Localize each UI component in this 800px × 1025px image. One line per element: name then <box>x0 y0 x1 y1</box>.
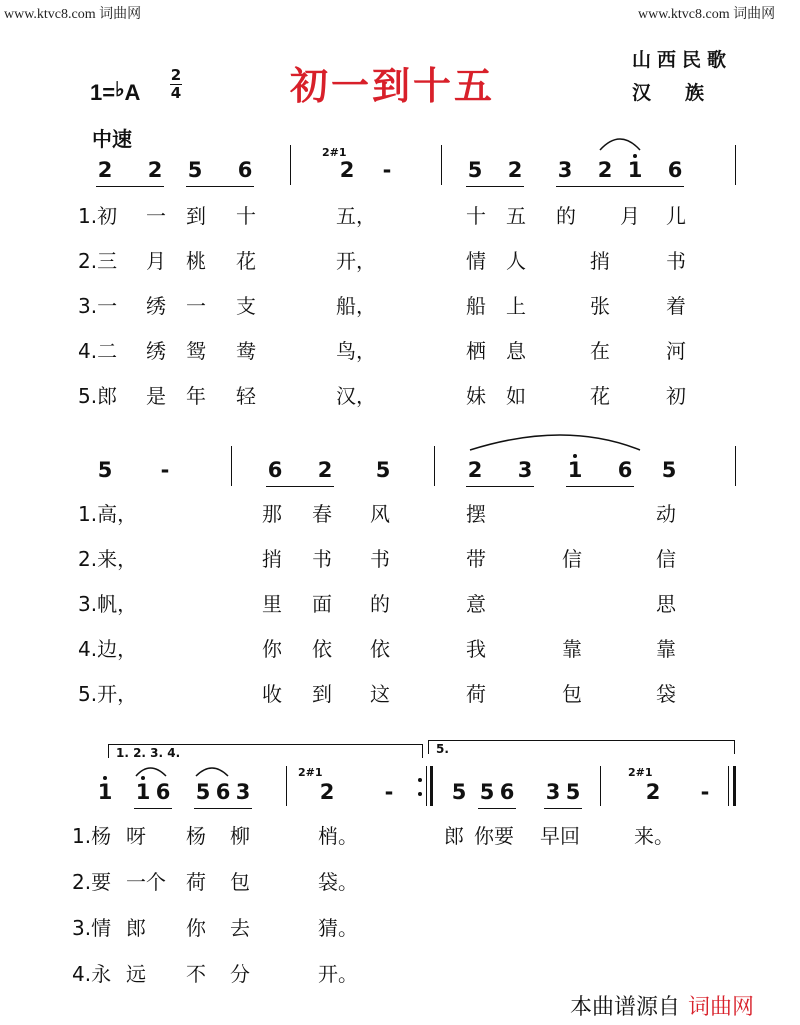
lyric: 靠 <box>656 637 676 661</box>
key-prefix: 1= <box>90 80 116 105</box>
lyric: 开， <box>336 249 376 273</box>
note: 3 <box>545 780 561 804</box>
note: 3 <box>517 458 533 482</box>
note: 2 <box>507 158 523 182</box>
lyric: 着 <box>666 294 686 318</box>
note: 6 <box>499 780 515 804</box>
lyric: 五， <box>336 204 376 228</box>
lyric: 3.情 <box>72 916 112 940</box>
slur <box>136 768 166 776</box>
lyric: 杨 <box>186 824 206 848</box>
lyric: 张 <box>590 294 610 318</box>
lyric: 船， <box>336 294 376 318</box>
lyric: 绣 <box>146 339 166 363</box>
note: 2 <box>319 780 335 804</box>
lyric: 2.来， <box>78 547 138 571</box>
slur <box>196 768 228 776</box>
lyric: 十 <box>236 204 256 228</box>
lyric: 河 <box>666 339 686 363</box>
dash: - <box>382 158 392 182</box>
lyric: 收 <box>262 682 282 706</box>
note-high: 1 <box>566 458 584 482</box>
volta-second-label: 5. <box>436 742 449 756</box>
note: 6 <box>267 458 283 482</box>
lyric: 这 <box>370 682 390 706</box>
note: 6 <box>155 780 171 804</box>
lyric: 你要 <box>474 824 514 848</box>
lyric: 支 <box>236 294 256 318</box>
note: 6 <box>667 158 683 182</box>
lyric: 花 <box>590 384 610 408</box>
note: 2 <box>317 458 333 482</box>
time-signature-bottom: 4 <box>170 84 182 102</box>
note-high: 1 <box>626 158 644 182</box>
lyric: 轻 <box>236 384 256 408</box>
lyric: 远 <box>126 962 146 986</box>
lyric: 一 <box>186 294 206 318</box>
lyric: 初 <box>666 384 686 408</box>
lyric: 捎 <box>262 547 282 571</box>
lyric: 在 <box>590 339 610 363</box>
note: 3 <box>235 780 251 804</box>
key-letter: A <box>124 80 141 105</box>
note: 5 <box>375 458 391 482</box>
lyric: 摆 <box>466 502 486 526</box>
lyric: 上 <box>506 294 526 318</box>
lyric: 来。 <box>634 824 674 848</box>
note: 6 <box>617 458 633 482</box>
lyric: 鸟， <box>336 339 376 363</box>
lyric: 面 <box>312 592 332 616</box>
lyric: 鸳 <box>186 339 206 363</box>
note: 5 <box>187 158 203 182</box>
lyric: 月 <box>620 204 640 228</box>
lyric: 信 <box>562 547 582 571</box>
lyric: 荷 <box>186 870 206 894</box>
lyric: 一个 <box>126 870 166 894</box>
flat-sign: ♭ <box>115 79 125 101</box>
lyric: 2.三 <box>78 249 118 273</box>
lyric: 栖 <box>466 339 486 363</box>
note: 5 <box>97 458 113 482</box>
lyric: 1.杨 <box>72 824 112 848</box>
lyric: 荷 <box>466 682 486 706</box>
lyric: 动 <box>656 502 676 526</box>
dash: - <box>160 458 170 482</box>
lyric: 早回 <box>540 824 580 848</box>
lyric: 3.一 <box>78 294 118 318</box>
origin-label: 山西民歌 <box>632 49 733 71</box>
lyric: 1.高， <box>78 502 138 526</box>
lyric: 依 <box>312 637 332 661</box>
lyric: 船 <box>466 294 486 318</box>
lyric: 4.边， <box>78 637 138 661</box>
grace-note: 2#1 <box>322 146 347 159</box>
note: 6 <box>215 780 231 804</box>
lyric: 风 <box>370 502 390 526</box>
lyric: 袋 <box>656 682 676 706</box>
lyric: 梢。 <box>318 824 358 848</box>
source-site[interactable]: 词曲网 <box>688 994 755 1019</box>
lyric: 袋。 <box>318 870 358 894</box>
lyric: 郎 <box>126 916 146 940</box>
slur <box>470 435 640 450</box>
note: 2 <box>147 158 163 182</box>
lyric: 的 <box>556 204 576 228</box>
lyric: 郎 <box>444 824 464 848</box>
lyric: 儿 <box>666 204 686 228</box>
lyric: 包 <box>562 682 582 706</box>
note-high: 1 <box>134 780 152 804</box>
lyric: 意 <box>466 592 486 616</box>
lyric: 绣 <box>146 294 166 318</box>
grace-note: 2#1 <box>298 766 323 779</box>
lyric: 书 <box>666 249 686 273</box>
volta-first-label: 1. 2. 3. 4. <box>116 746 181 760</box>
lyric: 我 <box>466 637 486 661</box>
note: 2 <box>97 158 113 182</box>
note: 5 <box>195 780 211 804</box>
note: 5 <box>565 780 581 804</box>
lyric: 如 <box>506 384 526 408</box>
lyric: 5.开， <box>78 682 138 706</box>
lyric: 带 <box>466 547 486 571</box>
note: 5 <box>479 780 495 804</box>
lyric: 包 <box>230 870 250 894</box>
note: 5 <box>467 158 483 182</box>
lyric: 靠 <box>562 637 582 661</box>
lyric: 息 <box>506 339 526 363</box>
lyric: 鸯 <box>236 339 256 363</box>
note: 2 <box>645 780 661 804</box>
lyric: 去 <box>230 916 250 940</box>
note: 5 <box>451 780 467 804</box>
lyric: 是 <box>146 384 166 408</box>
note: 3 <box>557 158 573 182</box>
lyric: 十 <box>466 204 486 228</box>
lyric: 捎 <box>590 249 610 273</box>
lyric: 到 <box>186 204 206 228</box>
lyric: 猜。 <box>318 916 358 940</box>
lyric: 你 <box>262 637 282 661</box>
lyric: 开。 <box>318 962 358 986</box>
lyric: 情 <box>466 249 486 273</box>
lyric: 五 <box>506 204 526 228</box>
lyric: 到 <box>312 682 332 706</box>
dash: - <box>700 780 710 804</box>
dash: - <box>384 780 394 804</box>
note: 2 <box>339 158 355 182</box>
lyric: 的 <box>370 592 390 616</box>
lyric: 思 <box>656 592 676 616</box>
watermark-left: www.ktvc8.com 词曲网 <box>4 7 142 22</box>
note: 2 <box>597 158 613 182</box>
note: 6 <box>237 158 253 182</box>
note: 5 <box>661 458 677 482</box>
lyric: 那 <box>262 502 282 526</box>
time-signature-top: 2 <box>170 66 182 84</box>
lyric: 月 <box>146 249 166 273</box>
lyric: 3.帆， <box>78 592 138 616</box>
slur <box>600 139 640 150</box>
ethnicity-label: 汉族 <box>632 82 739 104</box>
lyric: 呀 <box>126 824 146 848</box>
lyric: 分 <box>230 962 250 986</box>
lyric: 人 <box>506 249 526 273</box>
source-footer <box>570 990 754 1021</box>
lyric: 4.二 <box>78 339 118 363</box>
watermark-right: www.ktvc8.com 词曲网 <box>638 7 776 22</box>
lyric: 你 <box>186 916 206 940</box>
lyric: 汉， <box>336 384 376 408</box>
lyric: 里 <box>262 592 282 616</box>
tempo-marking: 中速 <box>92 127 132 151</box>
lyric: 桃 <box>186 249 206 273</box>
lyric: 书 <box>312 547 332 571</box>
lyric: 年 <box>186 384 206 408</box>
lyric: 妹 <box>466 384 486 408</box>
lyric: 5.郎 <box>78 384 118 408</box>
source-label: 本曲谱源自 <box>570 994 681 1019</box>
note: 2 <box>467 458 483 482</box>
song-title: 初一到十五 <box>290 64 496 108</box>
lyric: 春 <box>312 502 332 526</box>
lyric: 不 <box>186 962 206 986</box>
lyric: 1.初 <box>78 204 118 228</box>
lyric: 一 <box>146 204 166 228</box>
grace-note: 2#1 <box>628 766 653 779</box>
lyric: 柳 <box>230 824 250 848</box>
lyric: 依 <box>370 637 390 661</box>
lyric: 2.要 <box>72 870 112 894</box>
note-high: 1 <box>96 780 114 804</box>
lyric: 书 <box>370 547 390 571</box>
lyric: 4.永 <box>72 962 112 986</box>
lyric: 信 <box>656 547 676 571</box>
lyric: 花 <box>236 249 256 273</box>
